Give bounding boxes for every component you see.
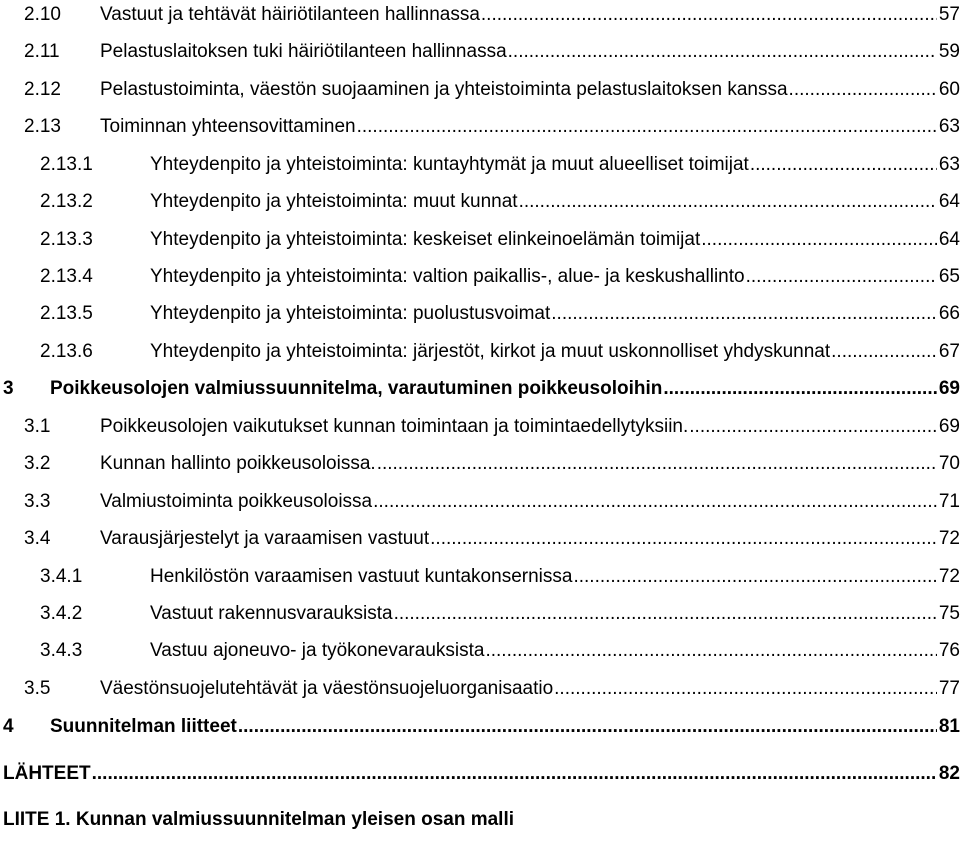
toc-entry-title: Yhteydenpito ja yhteistoiminta: puolustusvoimat (150, 303, 551, 324)
dot-leader (429, 524, 937, 554)
toc-entry-page: 76 (938, 640, 960, 661)
toc-entry[interactable] (0, 337, 960, 367)
toc-entry-page: 65 (938, 266, 960, 287)
toc-entry-title: LIITE 1. Kunnan valmiussuunnitelman yleisen osan malli (3, 809, 515, 830)
toc-entry[interactable] (0, 75, 960, 105)
toc-entry-number: 2.10 (24, 4, 61, 25)
toc-entry-number: 2.13.1 (40, 154, 93, 175)
toc-entry-page: 82 (938, 763, 960, 784)
dot-leader (507, 37, 937, 67)
dot-leader (393, 599, 937, 629)
dot-leader (788, 75, 937, 105)
dot-leader (662, 374, 936, 404)
toc-entry[interactable] (0, 636, 960, 666)
toc-entry-number: 3.1 (24, 416, 51, 437)
toc-entry-references[interactable] (0, 759, 960, 789)
toc-entry[interactable] (0, 0, 960, 30)
toc-entry[interactable] (0, 562, 960, 592)
toc-entry-number: 2.13 (24, 116, 61, 137)
toc-entry-page: 66 (938, 303, 960, 324)
dot-leader (550, 299, 937, 329)
dot-leader (749, 150, 937, 180)
toc-entry-title: Väestönsuojelutehtävät ja väestönsuojeluorganisaatio (100, 678, 554, 699)
toc-entry[interactable] (0, 187, 960, 217)
dot-leader (745, 262, 937, 292)
toc-entry-page: 69 (938, 378, 960, 399)
toc-entry[interactable] (0, 412, 960, 442)
toc-entry-page: 60 (938, 79, 960, 100)
toc-entry-page: 64 (938, 229, 960, 250)
toc-entry-title: Yhteydenpito ja yhteistoiminta: valtion paikallis-, alue- ja keskushallinto (150, 266, 745, 287)
dot-leader (480, 0, 937, 30)
toc-entry-title: Vastuu ajoneuvo- ja työkonevarauksista (150, 640, 485, 661)
toc-entry[interactable] (0, 599, 960, 629)
toc-entry-title: Henkilöstön varaamisen vastuut kuntakonsernissa (150, 566, 573, 587)
toc-entry-page: 64 (938, 191, 960, 212)
toc-entry-title: Poikkeusolojen valmiussuunnitelma, varautuminen poikkeusoloihin (50, 378, 663, 399)
toc-entry-chapter[interactable] (0, 712, 960, 742)
dot-leader (376, 449, 937, 479)
toc-entry-number: 2.12 (24, 79, 61, 100)
toc-entry-title: Suunnitelman liitteet (50, 716, 237, 737)
toc-entry-page: 57 (938, 4, 960, 25)
toc-entry-number: 2.13.3 (40, 229, 93, 250)
toc-entry-number: 2.13.5 (40, 303, 93, 324)
toc-entry-number: 3.4.1 (40, 566, 83, 587)
dot-leader (830, 337, 937, 367)
toc-entry-number: 3.4 (24, 528, 51, 549)
toc-entry[interactable] (0, 112, 960, 142)
dot-leader (237, 712, 937, 742)
toc-entry-page: 75 (938, 603, 960, 624)
toc-entry-title: Toiminnan yhteensovittaminen (100, 116, 356, 137)
toc-entry-title: Yhteydenpito ja yhteistoiminta: kuntayhtymät ja muut alueelliset toimijat (150, 154, 749, 175)
toc-entry[interactable] (0, 299, 960, 329)
dot-leader (518, 187, 937, 217)
toc-entry-page: 63 (938, 116, 960, 137)
dot-leader (700, 225, 937, 255)
toc-entry-page: 81 (938, 716, 960, 737)
toc-entry-page: 72 (938, 566, 960, 587)
dot-leader (372, 487, 937, 517)
toc-entry-title: Vastuut rakennusvarauksista (150, 603, 393, 624)
toc-entry-title: Valmiustoiminta poikkeusoloissa (100, 491, 373, 512)
toc-entry-appendix[interactable] (0, 805, 960, 835)
toc-entry[interactable] (0, 225, 960, 255)
toc-entry-number: 3.3 (24, 491, 51, 512)
dot-leader (356, 112, 937, 142)
toc-entry-number: 3 (3, 378, 14, 399)
toc-entry-page: 67 (938, 341, 960, 362)
toc-entry-number: 3.4.3 (40, 640, 83, 661)
toc-entry-title: Varausjärjestelyt ja varaamisen vastuut (100, 528, 430, 549)
toc-entry-number: 2.11 (24, 41, 60, 62)
toc-entry-number: 3.5 (24, 678, 51, 699)
toc-entry-page: 77 (938, 678, 960, 699)
toc-entry-title: Pelastuslaitoksen tuki häiriötilanteen hallinnassa (100, 41, 507, 62)
toc-entry[interactable] (0, 674, 960, 704)
toc-entry-chapter[interactable] (0, 374, 960, 404)
toc-entry-page: 59 (938, 41, 960, 62)
dot-leader (91, 759, 937, 789)
dot-leader (572, 562, 936, 592)
toc-entry[interactable] (0, 449, 960, 479)
toc-entry-title: Kunnan hallinto poikkeusoloissa. (100, 453, 376, 474)
toc-entry-page: 71 (938, 491, 960, 512)
toc-entry[interactable] (0, 150, 960, 180)
toc-entry-page: 69 (938, 416, 960, 437)
toc-entry-number: 2.13.6 (40, 341, 93, 362)
toc-entry-page: 72 (938, 528, 960, 549)
toc-entry[interactable] (0, 524, 960, 554)
toc-entry-number: 4 (3, 716, 14, 737)
toc-entry-page: 63 (938, 154, 960, 175)
dot-leader (688, 412, 937, 442)
dot-leader (484, 636, 936, 666)
toc-entry[interactable] (0, 37, 960, 67)
toc-entry-title: Vastuut ja tehtävät häiriötilanteen hallinnassa (100, 4, 480, 25)
toc-entry-title: Yhteydenpito ja yhteistoiminta: keskeiset elinkeinoelämän toimijat (150, 229, 701, 250)
toc-entry-number: 2.13.4 (40, 266, 93, 287)
dot-leader (553, 674, 937, 704)
toc-entry[interactable] (0, 487, 960, 517)
toc-entry-number: 3.2 (24, 453, 51, 474)
toc-entry-number: 3.4.2 (40, 603, 83, 624)
toc-entry-title: Yhteydenpito ja yhteistoiminta: järjestöt, kirkot ja muut uskonnolliset yhdyskunnat (150, 341, 831, 362)
toc-entry-number: 2.13.2 (40, 191, 93, 212)
toc-entry-title: Poikkeusolojen vaikutukset kunnan toimintaan ja toimintaedellytyksiin. (100, 416, 689, 437)
toc-entry[interactable] (0, 262, 960, 292)
toc-entry-page: 70 (938, 453, 960, 474)
toc-entry-title: Pelastustoiminta, väestön suojaaminen ja yhteistoiminta pelastuslaitoksen kanssa (100, 79, 788, 100)
toc-entry-title: LÄHTEET (3, 763, 91, 784)
toc-entry-title: Yhteydenpito ja yhteistoiminta: muut kunnat (150, 191, 518, 212)
